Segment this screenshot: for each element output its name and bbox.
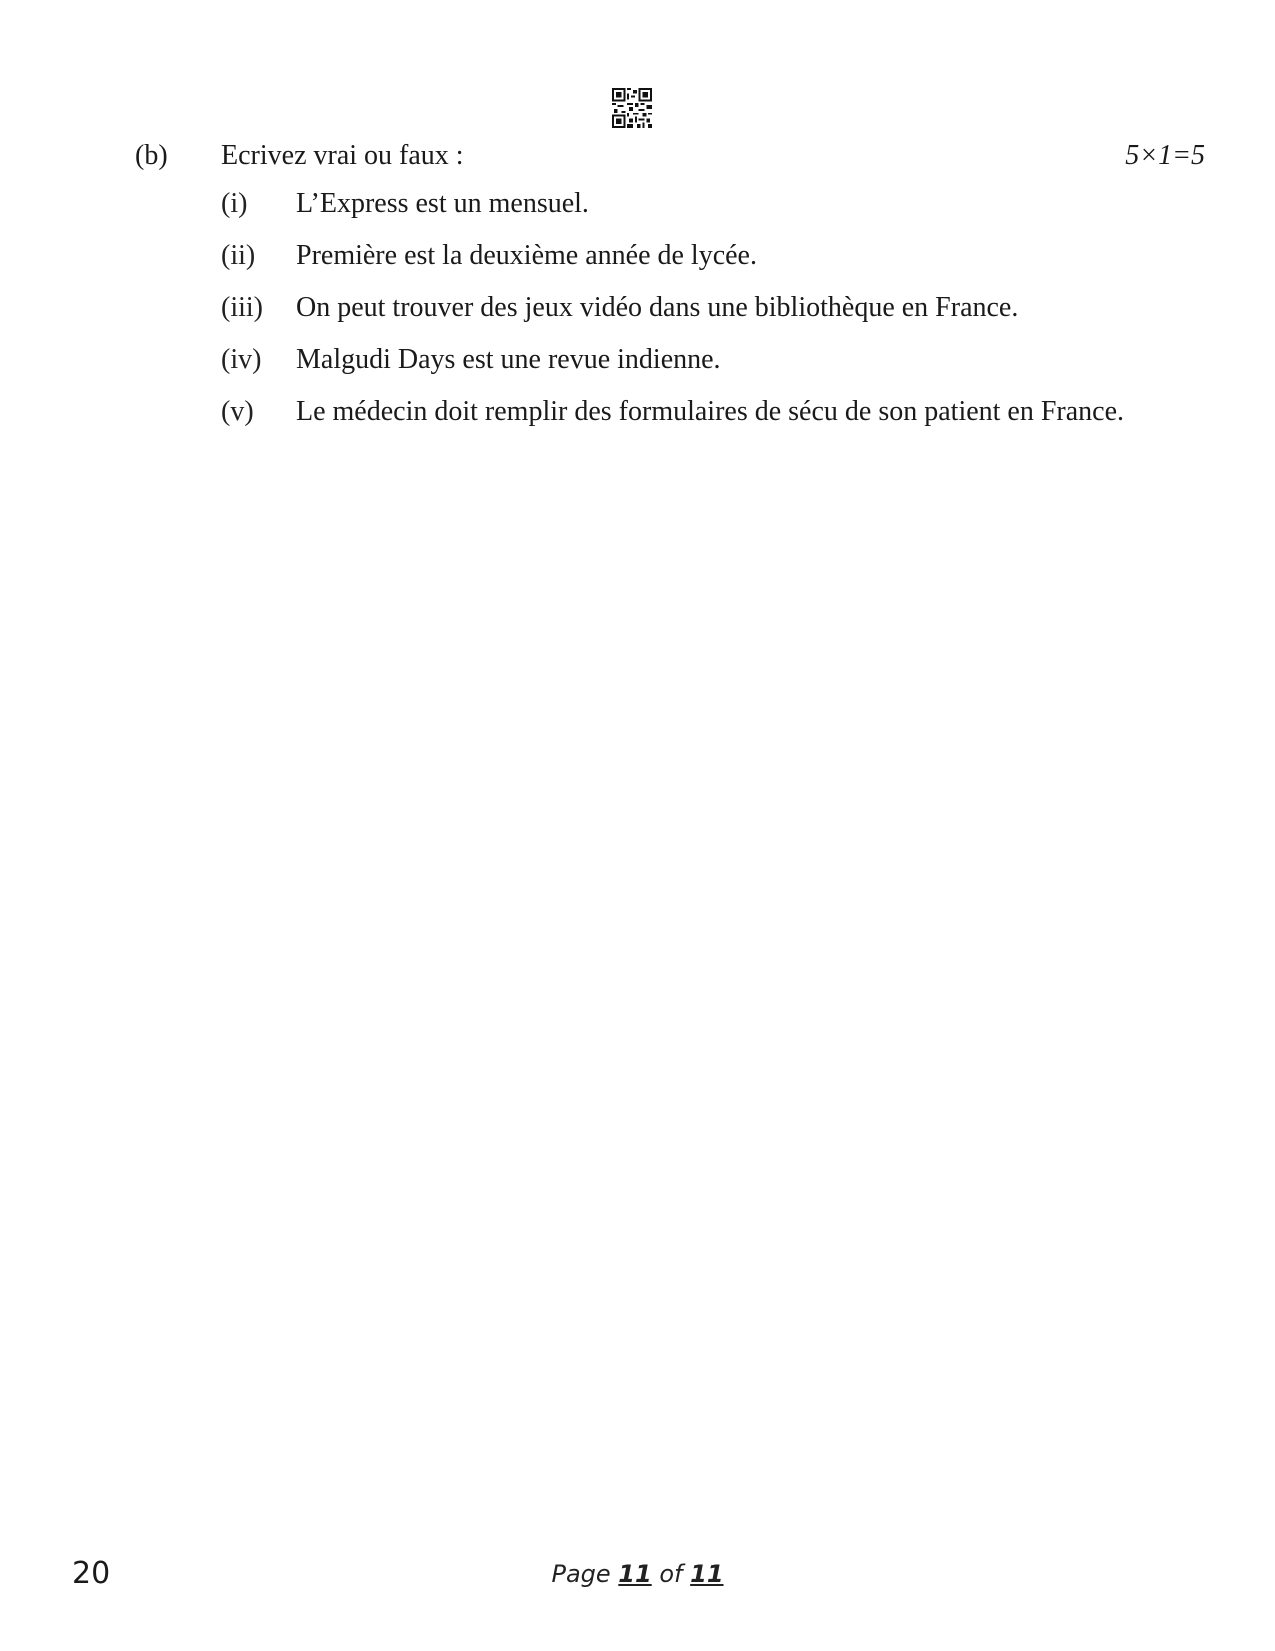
item-number: (i)	[221, 188, 248, 219]
list-item	[221, 186, 1141, 225]
question-marks: 5×1=5	[1125, 140, 1205, 171]
list-item	[221, 342, 1141, 381]
item-number: (iv)	[221, 344, 262, 375]
true-false-list	[221, 186, 1141, 446]
qr-code-icon	[612, 88, 652, 128]
page-code: 20	[72, 1556, 111, 1591]
item-number: (ii)	[221, 240, 256, 271]
list-item	[221, 238, 1141, 277]
item-number: (iii)	[221, 292, 263, 323]
page-word: Page	[551, 1560, 611, 1588]
item-number: (v)	[221, 396, 254, 427]
page-current: 11	[618, 1560, 652, 1588]
item-statement: Malgudi Days est une revue indienne.	[296, 344, 721, 375]
item-statement: L’Express est un mensuel.	[296, 188, 589, 219]
question-instruction: Ecrivez vrai ou faux :	[221, 140, 464, 171]
page-total: 11	[690, 1560, 724, 1588]
list-item	[221, 394, 1141, 433]
item-statement: On peut trouver des jeux vidéo dans une bibliothèque en France.	[296, 292, 1019, 323]
of-word: of	[659, 1560, 683, 1588]
list-item	[221, 290, 1141, 329]
page-indicator	[0, 1558, 1275, 1590]
item-statement: Première est la deuxième année de lycée.	[296, 240, 757, 271]
item-statement: Le médecin doit remplir des formulaires de sécu de son patient en France.	[296, 396, 1125, 427]
question-label: (b)	[135, 140, 168, 171]
